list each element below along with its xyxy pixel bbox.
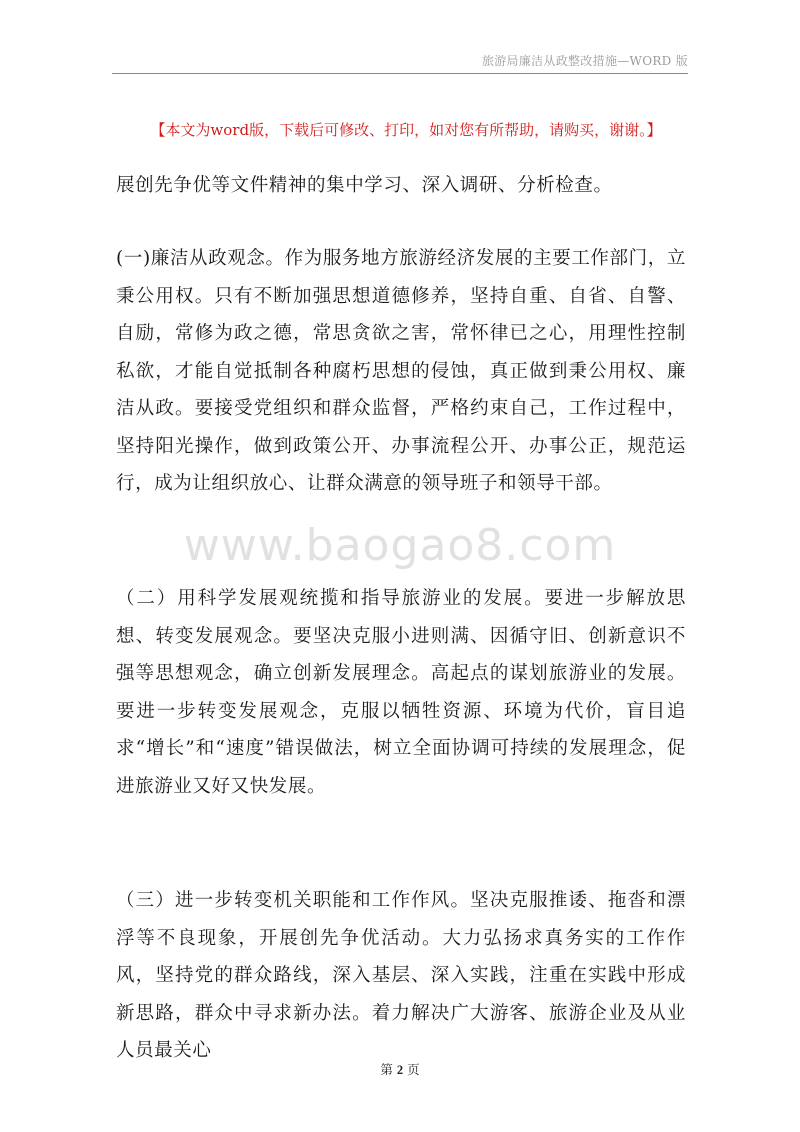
paragraph-section-3: （三）进一步转变机关职能和工作作风。坚决克服推诿、拖沓和漂浮等不良现象，开展创先争优活动。大力弘扬求真务实的工作作风，坚持党的群众路线，深入基层、深入实践，注重在实践中形成新思路，群众中寻求新办法。着力解决广大游客、旅游企业及从业人员最关心: [116, 890, 686, 1061]
paragraph-section-2: （二）用科学发展观统揽和指导旅游业的发展。要进一步解放思想、转变发展观念。要坚决克服小进则满、因循守旧、创新意识不强等思想观念，确立创新发展理念。高起点的谋划旅游业的发展。要进一步转变发展观念，克服以牺牲资源、环境为代价，盲目追求“增长”和“速度”错误做法，树立全面协调可持续的发展理念，促进旅游业又好又快发展。: [116, 588, 686, 797]
footer-prefix: 第: [380, 1062, 393, 1077]
header-divider: [112, 73, 688, 74]
page-footer: [0, 1060, 800, 1078]
paragraph-section-1: (一)廉洁从政观念。作为服务地方旅游经济发展的主要工作部门，立秉公用权。只有不断加强思想道德修养，坚持自重、自省、自警、自励，常修为政之德，常思贪欲之害，常怀律已之心，用理性控制私欲，才能自觉抵制各种腐朽思想的侵蚀，真正做到秉公用权、廉洁从政。要接受党组织和群众监督，严格约束自己，工作过程中，坚持阳光操作，做到政策公开、办事流程公开、办事公正，规范运行，成为让组织放心、让群众满意的领导班子和领导干部。: [116, 248, 686, 494]
footer-suffix: 页: [407, 1062, 420, 1077]
watermark-text: www.baogao8.com: [183, 520, 617, 571]
document-header-title: 旅游局廉洁从政整改措施—WORD 版: [481, 54, 688, 68]
download-notice: 【本文为word版，下载后可修改、打印，如对您有所帮助，请购买，谢谢。】: [150, 121, 662, 139]
page-number: 2: [396, 1063, 404, 1077]
paragraph-intro: 展创先争优等文件精神的集中学习、深入调研、分析检查。: [116, 175, 613, 196]
